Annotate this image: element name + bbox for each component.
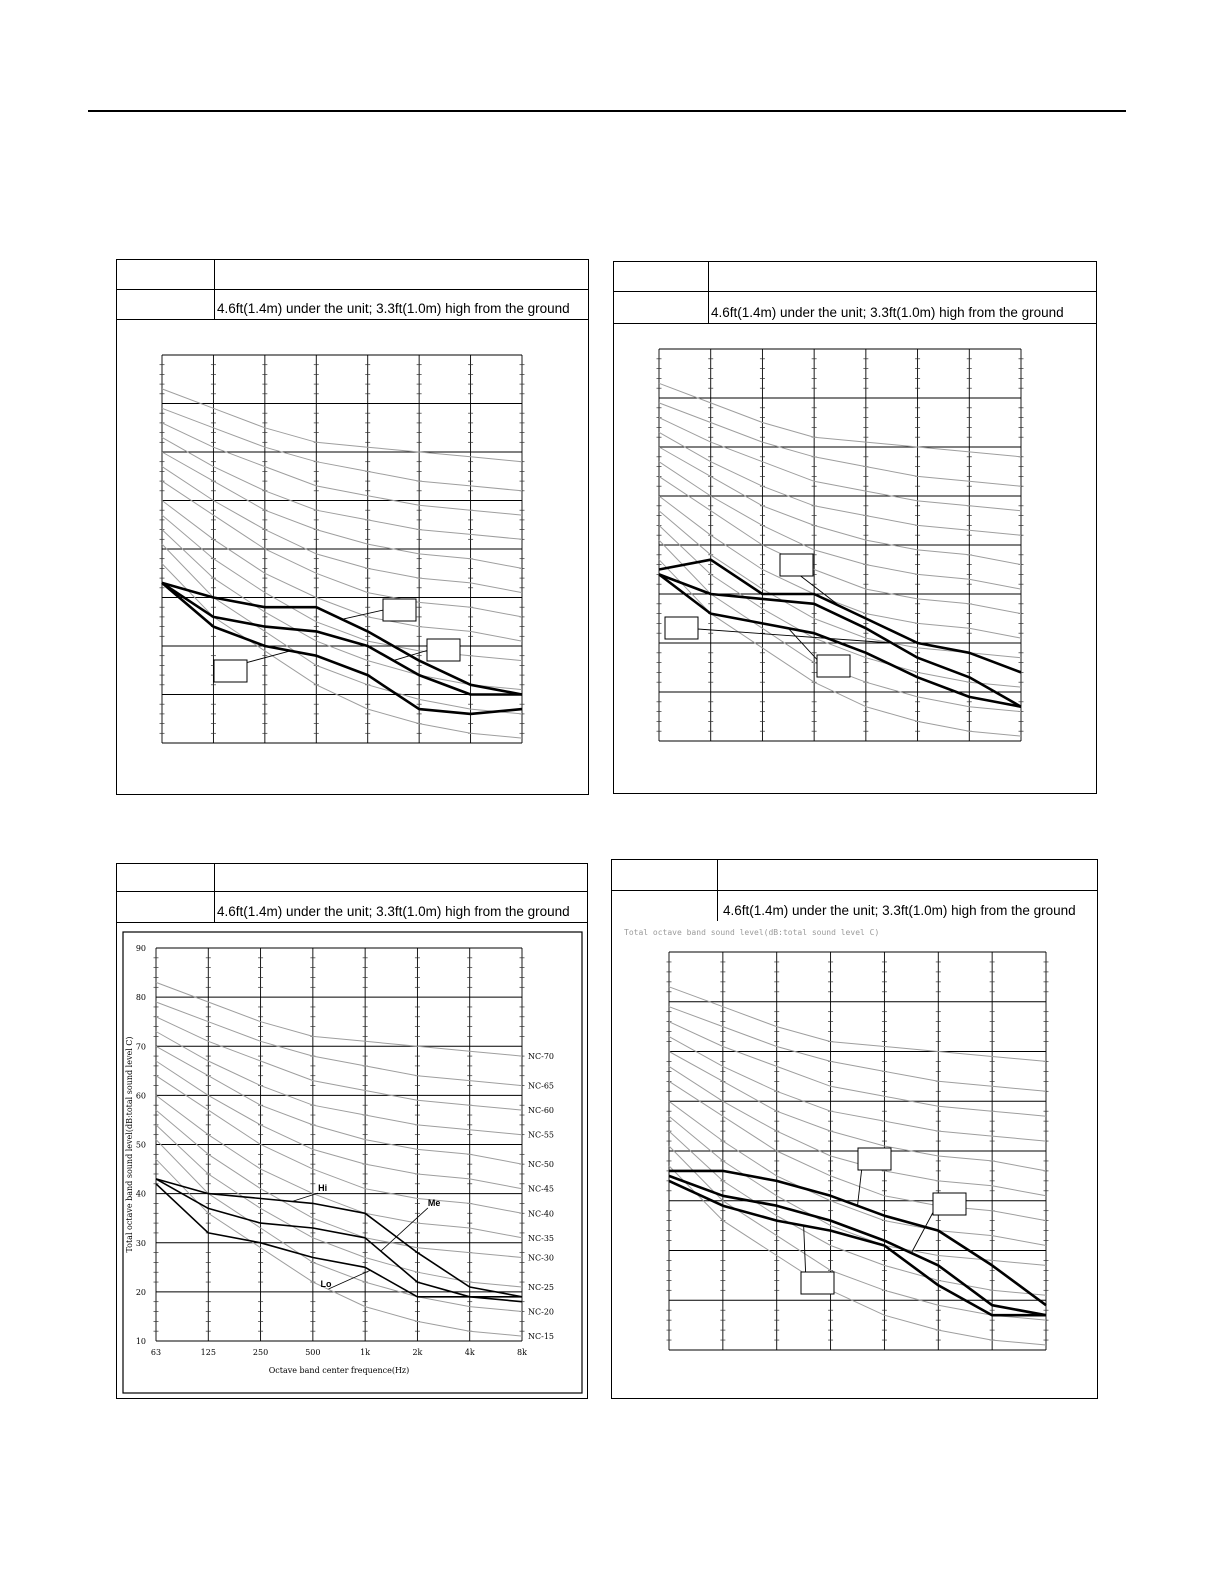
nc-curve — [156, 1032, 522, 1135]
nc-curve — [162, 389, 522, 462]
nc-curve-label: NC-30 — [528, 1253, 555, 1263]
nc-curve-label: NC-65 — [528, 1081, 555, 1091]
x-tick-label: 8k — [517, 1348, 527, 1357]
label-leader-line — [342, 609, 388, 619]
x-tick-label: 63 — [150, 1348, 162, 1357]
nc-curve — [669, 1022, 1046, 1116]
nc-curve — [156, 1002, 522, 1086]
series-label-me: Me — [427, 1197, 441, 1208]
nc-curve-label: NC-55 — [528, 1130, 555, 1140]
nc-curve-label: NC-20 — [528, 1307, 555, 1317]
series-line-2 — [669, 1176, 1046, 1315]
chart-caption: Total octave band sound level(dB:total sound level C) — [624, 928, 880, 937]
nc-curve — [659, 432, 1021, 535]
series-label-box — [933, 1193, 966, 1215]
nc-curve — [659, 540, 1021, 712]
x-tick-label: 1k — [360, 1348, 371, 1357]
series-label-box — [817, 655, 850, 677]
y-axis-label: Total octave band sound level(dB:total sound level C) — [125, 1036, 134, 1253]
y-tick-label: 70 — [135, 1042, 146, 1052]
nc-curve — [162, 423, 522, 515]
series-label-hi: Hi — [318, 1183, 328, 1194]
x-tick-label: 4k — [464, 1348, 475, 1357]
nc-curve — [669, 1007, 1046, 1092]
x-tick-label: 125 — [200, 1348, 216, 1357]
nc-curve — [669, 1101, 1046, 1245]
nc-chart-3 — [117, 864, 589, 1400]
series-label-leader — [292, 1193, 318, 1201]
nc-curve-label: NC-15 — [528, 1332, 555, 1342]
x-tick-label: 500 — [305, 1348, 321, 1357]
measurement-location-text: 4.6ft(1.4m) under the unit; 3.3ft(1.0m) high from the ground — [711, 305, 1064, 320]
nc-curve-label: NC-60 — [528, 1106, 555, 1116]
y-tick-label: 40 — [135, 1189, 146, 1199]
nc-chart-2 — [614, 262, 1098, 795]
series-line-me — [156, 1179, 522, 1302]
series-label-box — [801, 1272, 834, 1294]
nc-curve — [162, 408, 522, 491]
y-tick-label: 90 — [135, 944, 146, 953]
nc-curve — [669, 1037, 1046, 1142]
chart-panel-3 — [116, 863, 588, 1399]
y-tick-label: 80 — [135, 993, 146, 1003]
series-line-hi — [156, 1179, 522, 1297]
nc-curve-label: NC-70 — [528, 1052, 555, 1062]
nc-curve-label: NC-40 — [528, 1209, 555, 1219]
nc-curve — [162, 544, 522, 714]
nc-curve — [156, 1017, 522, 1110]
series-label-box — [383, 599, 416, 621]
nc-curve — [669, 987, 1046, 1062]
nc-curve — [156, 1095, 522, 1237]
nc-chart-1 — [117, 260, 590, 796]
series-label-box — [665, 617, 698, 639]
series-label-lo: Lo — [320, 1278, 332, 1289]
nc-curve — [659, 383, 1021, 457]
chart-panel-1 — [116, 259, 589, 795]
nc-curve — [659, 403, 1021, 486]
nc-curve — [162, 437, 522, 539]
series-label-box — [214, 660, 247, 682]
y-tick-label: 20 — [135, 1287, 146, 1297]
series-label-leader — [329, 1270, 371, 1289]
series-line-lo — [156, 1184, 522, 1297]
y-tick-label: 30 — [135, 1238, 146, 1248]
series-label-box — [780, 554, 813, 576]
nc-curve-label: NC-50 — [528, 1160, 555, 1170]
nc-curve-label: NC-25 — [528, 1282, 555, 1292]
nc-curve — [659, 418, 1021, 511]
x-tick-label: 2k — [412, 1348, 423, 1357]
x-tick-label: 250 — [252, 1348, 269, 1357]
measurement-location-text: 4.6ft(1.4m) under the unit; 3.3ft(1.0m) high from the ground — [217, 904, 570, 919]
nc-chart-4 — [612, 860, 1099, 1400]
y-tick-label: 50 — [135, 1140, 146, 1150]
top-rule — [88, 110, 1126, 112]
y-tick-label: 10 — [135, 1337, 146, 1346]
chart-panel-2 — [613, 261, 1097, 794]
y-tick-label: 60 — [135, 1091, 146, 1101]
chart-panel-4 — [611, 859, 1098, 1399]
x-axis-label: Octave band center frequence(Hz) — [268, 1366, 410, 1375]
series-label-box — [858, 1148, 891, 1170]
measurement-location-text: 4.6ft(1.4m) under the unit; 3.3ft(1.0m) high from the ground — [723, 903, 1076, 918]
nc-curve-label: NC-45 — [528, 1184, 555, 1194]
series-label-box — [427, 639, 460, 661]
nc-curve — [156, 982, 522, 1056]
nc-curve-label: NC-35 — [528, 1233, 555, 1243]
measurement-location-text: 4.6ft(1.4m) under the unit; 3.3ft(1.0m) high from the ground — [217, 301, 570, 316]
